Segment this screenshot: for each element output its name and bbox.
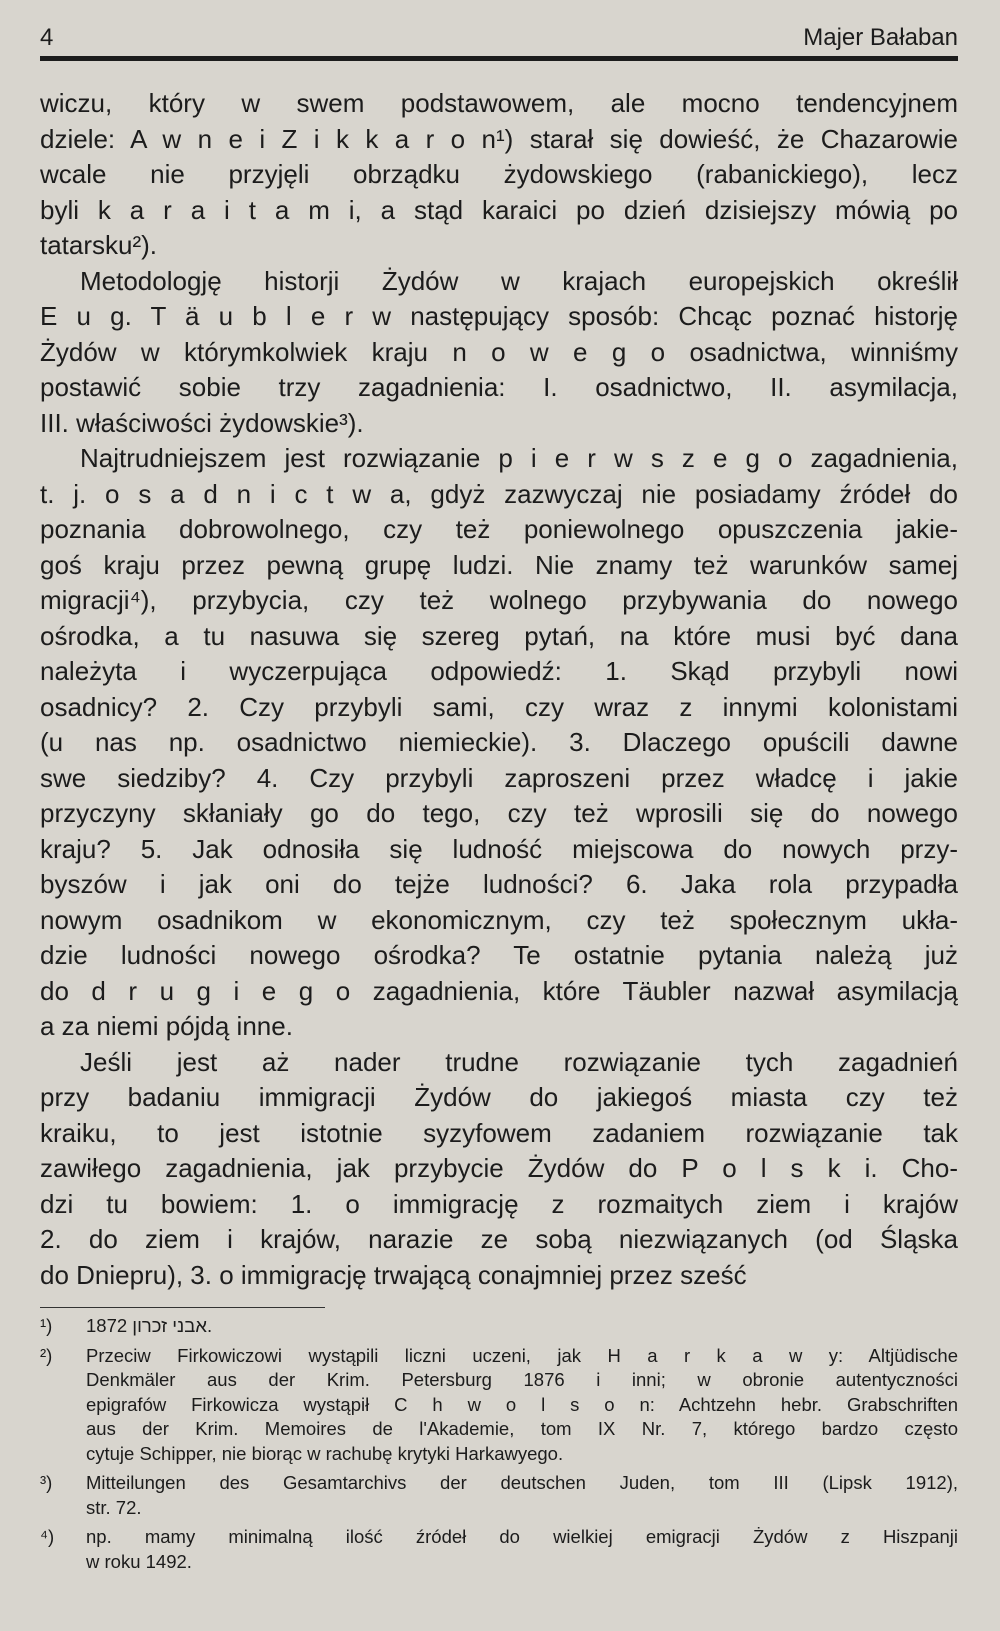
- footnote-line: Przeciw Firkowiczowi wystąpili liczni uczeni, jak H a r k a w y: Altjüdische: [86, 1344, 958, 1366]
- footnote: [40, 1314, 958, 1339]
- text-line: nowym osadnikom w ekonomicznym, czy też społecznym ukła-: [40, 904, 958, 935]
- text-line: dzi tu bowiem: 1. o immigrację z rozmaitych ziem i krajów: [40, 1188, 958, 1219]
- text-line: (u nas np. osadnictwo niemieckie). 3. Dlaczego opuścili dawne: [40, 727, 958, 757]
- footnote-marker: ³): [40, 1472, 53, 1493]
- main-text: [40, 86, 958, 1293]
- text-line: postawić sobie trzy zagadnienia: I. osadnictwo, II. asymilacja,: [40, 372, 958, 402]
- text-line: należyta i wyczerpująca odpowiedź: 1. Skąd przybyli nowi: [40, 656, 958, 686]
- text-line: Żydów w którymkolwiek kraju n o w e g o osadnictwa, winniśmy: [40, 336, 958, 367]
- footnote: [40, 1344, 958, 1467]
- footnote-marker: ⁴): [40, 1526, 55, 1547]
- text-line: III. właściwości żydowskie³).: [40, 407, 364, 438]
- text-line: byszów i jak oni do tejże ludności? 6. Jaka rola przypadła: [40, 869, 958, 899]
- text-line: 2. do ziem i krajów, narazie ze sobą niezwiązanych (od Śląska: [40, 1224, 958, 1254]
- footnote-separator: [40, 1307, 325, 1308]
- text-line: E u g. T ä u b l e r w następujący sposób: Chcąc poznać historję: [40, 301, 958, 331]
- footnote-text: [86, 1344, 958, 1467]
- text-line: kraju? 5. Jak odnosiła się ludność miejscowa do nowych przy-: [40, 833, 958, 864]
- footnote-line: אבני זכרון 1872.: [86, 1315, 213, 1336]
- text-line: swe siedziby? 4. Czy przybyli zaproszeni przez władcę i jakie: [40, 762, 958, 793]
- footnote-line: w roku 1492.: [86, 1550, 192, 1572]
- text-line: wiczu, który w swem podstawowem, ale mocno tendencyjnem: [40, 88, 958, 118]
- page-number: 4: [40, 24, 54, 51]
- footnote-marker: ²): [40, 1344, 53, 1366]
- text-line: dziele: A w n e i Z i k k a r o n¹) starał się dowieść, że Chazarowie: [40, 123, 958, 154]
- footnote-line: Denkmäler aus der Krim. Petersburg 1876 i inni; w obronie autentyczności: [86, 1369, 958, 1390]
- footnote-line: aus der Krim. Memoires de l'Akademie, tom IX Nr. 7, którego bardzo często: [86, 1418, 958, 1439]
- footnote-marker: ¹): [40, 1315, 53, 1336]
- text-line: a za niemi pójdą inne.: [40, 1011, 293, 1041]
- text-line: goś kraju przez pewną grupę ludzi. Nie znamy też warunków samej: [40, 549, 958, 580]
- footnote-text: [86, 1471, 958, 1520]
- footnotes: [40, 1314, 958, 1579]
- text-line: poznania dobrowolnego, czy też poniewolnego opuszczenia jakie-: [40, 514, 958, 544]
- text-line: osadnicy? 2. Czy przybyli sami, czy wraz z innymi kolonistami: [40, 691, 958, 722]
- text-line: wcale nie przyjęli obrządku żydowskiego (rabanickiego), lecz: [40, 159, 958, 189]
- footnote-line: str. 72.: [86, 1496, 142, 1518]
- text-line: ośrodka, a tu nasuwa się szereg pytań, na które musi być dana: [40, 620, 958, 651]
- footnote: [40, 1525, 958, 1574]
- text-line: byli k a r a i t a m i, a stąd karaici po dzień dzisiejszy mówią po: [40, 194, 958, 225]
- footnote-text: [86, 1314, 958, 1339]
- text-line: t. j. o s a d n i c t w a, gdyż zazwyczaj nie posiadamy źródeł do: [40, 478, 958, 509]
- text-line: Najtrudniejszem jest rozwiązanie p i e r w s z e g o zagadnienia,: [80, 443, 958, 473]
- footnote: [40, 1471, 958, 1520]
- text-line: do d r u g i e g o zagadnienia, które Täubler nazwał asymilacją: [40, 975, 958, 1006]
- text-line: tatarsku²).: [40, 230, 158, 260]
- text-line: Jeśli jest aż nader trudne rozwiązanie tych zagadnień: [80, 1046, 958, 1077]
- footnote-line: Mitteilungen des Gesamtarchivs der deutschen Juden, tom III (Lipsk 1912),: [86, 1472, 958, 1493]
- page-header: [40, 22, 958, 54]
- footnote-line: cytuje Schipper, nie biorąc w rachubę krytyki Harkawyego.: [86, 1442, 564, 1464]
- text-line: zawiłego zagadnienia, jak przybycie Żydów do P o l s k i. Cho-: [40, 1153, 958, 1183]
- header-rule: [40, 56, 958, 61]
- text-line: przyczyny skłaniały go do tego, czy też wprosili się do nowego: [40, 798, 958, 828]
- text-line: migracji⁴), przybycia, czy też wolnego przybywania do nowego: [40, 585, 958, 615]
- footnote-text: [86, 1525, 958, 1574]
- text-line: do Dniepru), 3. o immigrację trwającą conajmniej przez sześć: [40, 1259, 747, 1290]
- running-title: Majer Bałaban: [803, 24, 958, 51]
- text-line: kraiku, to jest istotnie syzyfowem zadaniem rozwiązanie tak: [40, 1117, 958, 1148]
- text-line: dzie ludności nowego ośrodka? Te ostatnie pytania należą już: [40, 940, 958, 970]
- footnote-line: epigrafów Firkowicza wystąpił C h w o l s o n: Achtzehn hebr. Grabschriften: [86, 1393, 958, 1415]
- text-line: Metodologję historji Żydów w krajach europejskich określił: [80, 265, 958, 296]
- footnote-line: np. mamy minimalną ilość źródeł do wielkiej emigracji Żydów z Hiszpanji: [86, 1526, 958, 1547]
- text-line: przy badaniu immigracji Żydów do jakiegoś miasta czy też: [40, 1082, 958, 1112]
